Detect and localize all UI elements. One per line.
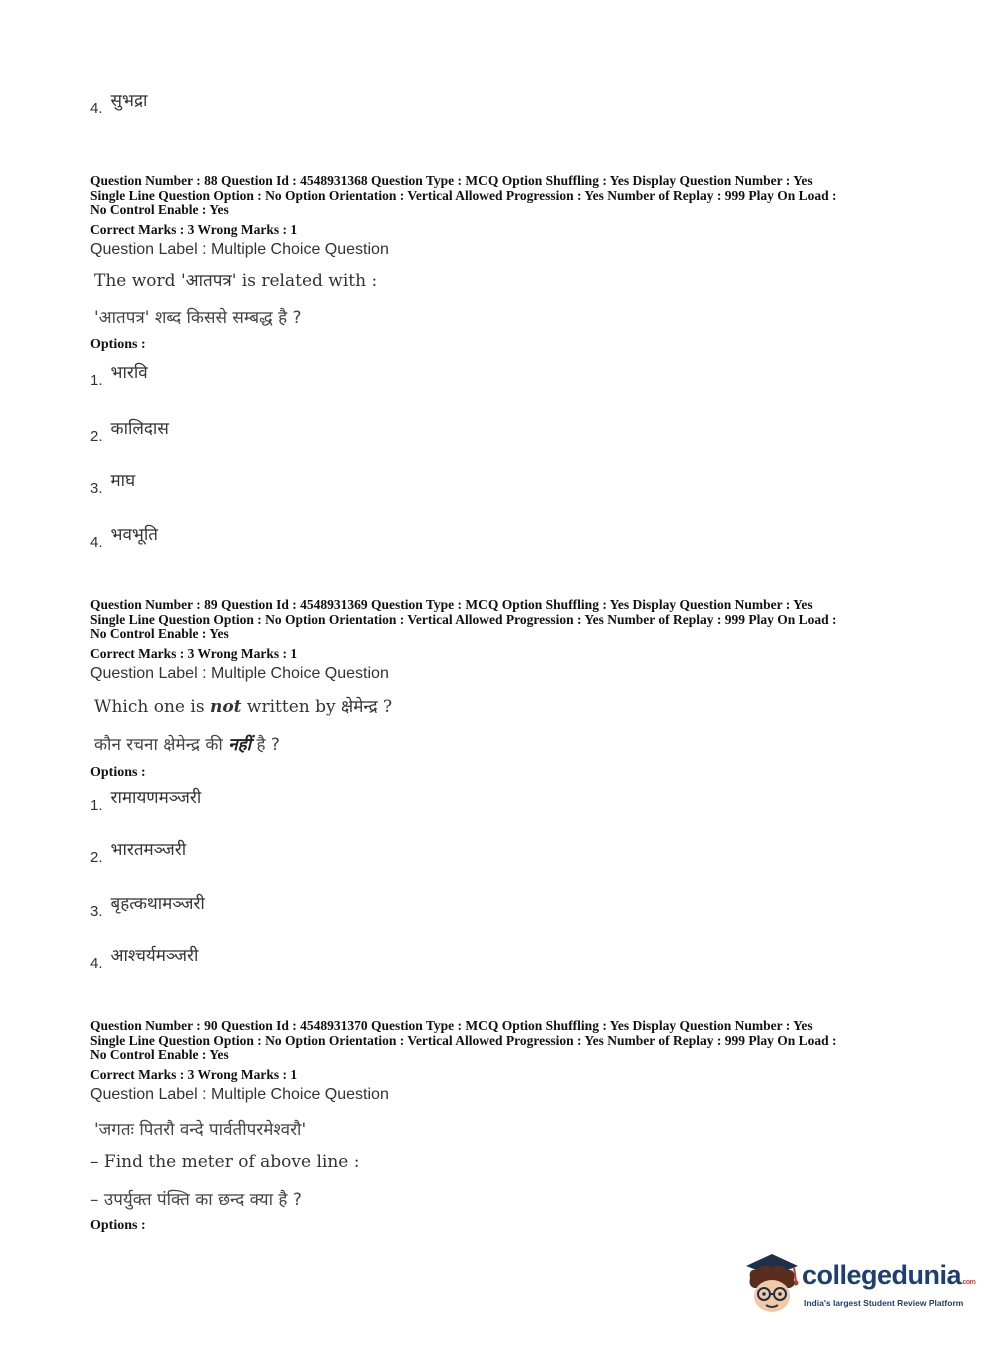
- q89-question-label: Question Label : Multiple Choice Question: [90, 665, 389, 682]
- q90-question-text-en: – Find the meter of above line :: [90, 1152, 360, 1172]
- q89-meta-line-2: Single Line Question Option : No Option Orientation : Vertical Allowed Progression : Yes Number of Replay : 999 Play On Load :: [90, 611, 837, 627]
- option-number: 4.: [90, 955, 103, 972]
- q90-marks: Correct Marks : 3 Wrong Marks : 1: [90, 1067, 298, 1082]
- option-text: भवभूति: [110, 525, 158, 545]
- q88-meta: [90, 174, 920, 218]
- q88-options-label: Options :: [90, 337, 146, 352]
- option-text: कालिदास: [110, 419, 169, 439]
- q89-option-1: [90, 788, 202, 815]
- q89-option-3: [90, 894, 205, 921]
- q90-meta: [90, 1019, 920, 1063]
- option-number: 2.: [90, 428, 103, 445]
- q90-question-text-hi: – उपर्युक्त पंक्ति का छन्द क्या है ?: [90, 1190, 302, 1210]
- q89-text-en-emphasis: not: [209, 697, 242, 717]
- option-number: 1.: [90, 372, 103, 389]
- option-number: 3.: [90, 903, 103, 920]
- q89-meta-line-1: Question Number : 89 Question Id : 4548931369 Question Type : MCQ Option Shuffling : Yes Display Question Number : Yes: [90, 597, 813, 612]
- q89-question-text-en: [94, 694, 392, 717]
- q89-meta-line-3: No Control Enable : Yes: [90, 626, 229, 641]
- q88-question-text-hi: 'आतपत्र' शब्द किससे सम्बद्ध है ?: [94, 308, 302, 328]
- option-number: 3.: [90, 480, 103, 497]
- option-text: भारतमञ्जरी: [110, 840, 187, 860]
- q88-marks: Correct Marks : 3 Wrong Marks : 1: [90, 222, 298, 237]
- q90-options-label: Options :: [90, 1218, 146, 1233]
- q88-question-label: Question Label : Multiple Choice Question: [90, 241, 389, 258]
- q88-meta-line-1: Question Number : 88 Question Id : 4548931368 Question Type : MCQ Option Shuffling : Yes Display Question Number : Yes: [90, 173, 813, 188]
- q89-text-hi-post: है ?: [251, 735, 280, 755]
- option-number: 2.: [90, 849, 103, 866]
- option-number: 4.: [90, 534, 103, 551]
- q88-question-text-en: The word 'आतपत्र' is related with :: [94, 271, 378, 291]
- q89-text-en-pre: Which one is: [94, 697, 210, 717]
- collegedunia-logo: [742, 1252, 976, 1316]
- logo-name: collegedunia: [802, 1260, 962, 1290]
- logo-tagline: India's largest Student Review Platform: [804, 1298, 964, 1308]
- q90-meta-line-2: Single Line Question Option : No Option Orientation : Vertical Allowed Progression : Yes Number of Replay : 999 Play On Load :: [90, 1032, 837, 1048]
- q90-question-verse: 'जगतः पितरौ वन्दे पार्वतीपरमेश्वरौ': [94, 1120, 307, 1140]
- q88-option-2: [90, 419, 169, 446]
- option-text: भारवि: [110, 363, 148, 383]
- q88-option-1: [90, 363, 148, 390]
- q89-text-hi-pre: कौन रचना क्षेमेन्द्र की: [94, 735, 229, 755]
- q90-meta-line-3: No Control Enable : Yes: [90, 1047, 229, 1062]
- q88-meta-line-2: Single Line Question Option : No Option Orientation : Vertical Allowed Progression : Yes Number of Replay : 999 Play On Load :: [90, 187, 837, 203]
- q89-option-2: [90, 840, 187, 867]
- option-number: 1.: [90, 797, 103, 814]
- mascot-icon: [742, 1252, 802, 1316]
- q89-text-hi-emphasis: नहीं: [228, 735, 252, 755]
- q88-meta-line-3: No Control Enable : Yes: [90, 202, 229, 217]
- prev-option-4: [90, 91, 148, 118]
- logo-suffix: .com: [961, 1279, 976, 1286]
- q89-marks: Correct Marks : 3 Wrong Marks : 1: [90, 646, 298, 661]
- option-number: 4.: [90, 100, 103, 117]
- logo-wordmark: [802, 1260, 975, 1291]
- q90-meta-line-1: Question Number : 90 Question Id : 4548931370 Question Type : MCQ Option Shuffling : Yes Display Question Number : Yes: [90, 1018, 813, 1033]
- q89-question-text-hi: [94, 732, 280, 755]
- option-text: सुभद्रा: [110, 91, 148, 111]
- q88-option-4: [90, 525, 158, 552]
- q88-option-3: [90, 471, 136, 498]
- option-text: आश्चर्यमञ्जरी: [110, 946, 199, 966]
- q89-meta: [90, 598, 920, 642]
- option-text: रामायणमञ्जरी: [110, 788, 202, 808]
- q89-text-en-post: written by क्षेमेन्द्र ?: [241, 697, 393, 717]
- q89-option-4: [90, 946, 199, 973]
- q89-options-label: Options :: [90, 765, 146, 780]
- option-text: माघ: [110, 471, 136, 491]
- q90-question-label: Question Label : Multiple Choice Question: [90, 1086, 389, 1103]
- option-text: बृहत्कथामञ्जरी: [110, 894, 205, 914]
